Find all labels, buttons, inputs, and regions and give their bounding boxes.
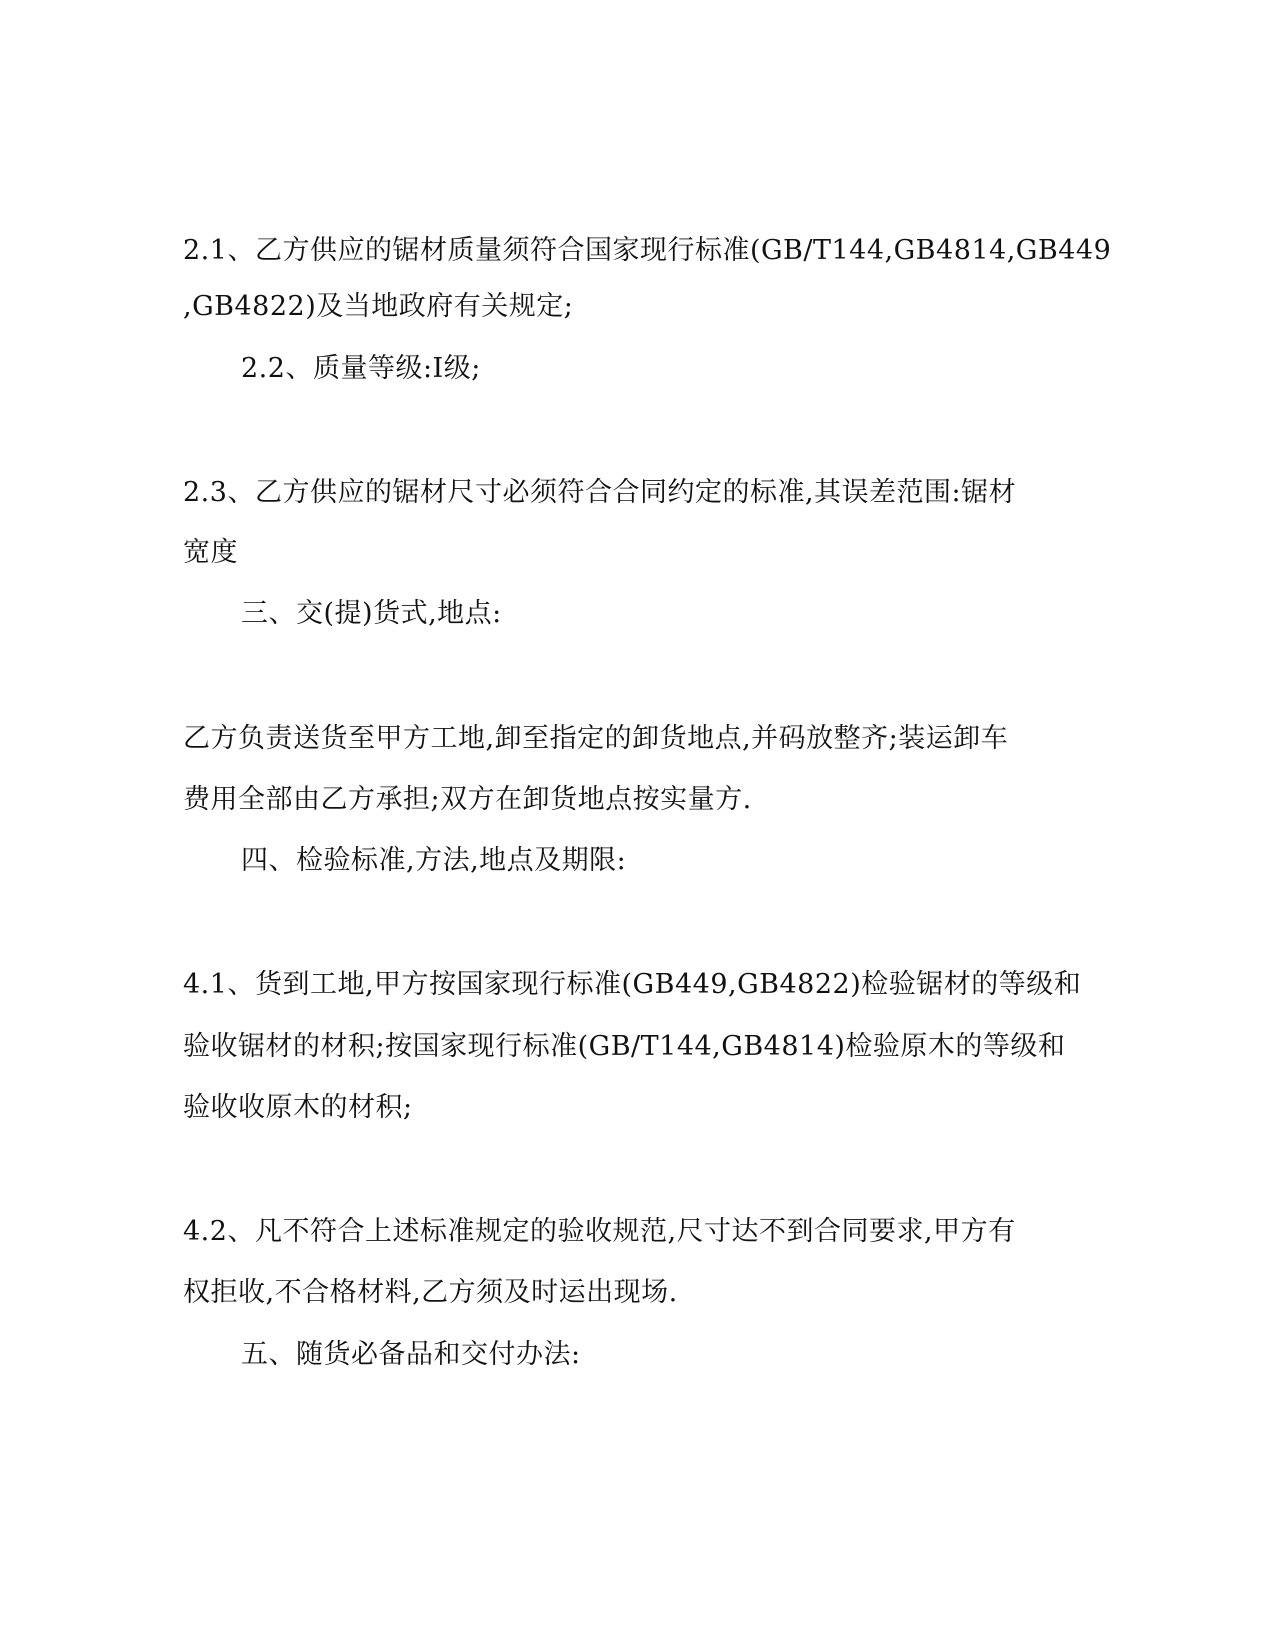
section-3-heading: 三、交(提)货式,地点:: [241, 598, 502, 629]
section-4-heading: 四、检验标准,方法,地点及期限:: [241, 845, 627, 876]
clause-2-3-line-2: 宽度: [183, 537, 238, 568]
delivery-paragraph-line-1: 乙方负责送货至甲方工地,卸至指定的卸货地点,并码放整齐;装运卸车: [183, 723, 1009, 754]
delivery-paragraph-line-2: 费用全部由乙方承担;双方在卸货地点按实量方.: [183, 784, 752, 815]
section-5-heading: 五、随货必备品和交付办法:: [241, 1339, 581, 1370]
clause-4-1-line-2: 验收锯材的材积;按国家现行标准(GB/T144,GB4814)检验原木的等级和: [183, 1031, 1066, 1062]
clause-4-2-line-1: 4.2、凡不符合上述标准规定的验收规范,尺寸达不到合同要求,甲方有: [183, 1216, 1016, 1247]
clause-4-2-line-2: 权拒收,不合格材料,乙方须及时运出现场.: [183, 1277, 678, 1308]
clause-2-1-line-2: ,GB4822)及当地政府有关规定;: [183, 291, 574, 322]
clause-2-3-line-1: 2.3、乙方供应的锯材尺寸必须符合合同约定的标准,其误差范围:锯材: [183, 477, 1017, 508]
clause-4-1-line-1: 4.1、货到工地,甲方按国家现行标准(GB449,GB4822)检验锯材的等级和: [183, 969, 1082, 1000]
clause-2-1-line-1: 2.1、乙方供应的锯材质量须符合国家现行标准(GB/T144,GB4814,GB449: [183, 235, 1112, 266]
clause-2-2: 2.2、质量等级:Ⅰ级;: [241, 353, 481, 384]
clause-4-1-line-3: 验收收原木的材积;: [183, 1092, 413, 1123]
